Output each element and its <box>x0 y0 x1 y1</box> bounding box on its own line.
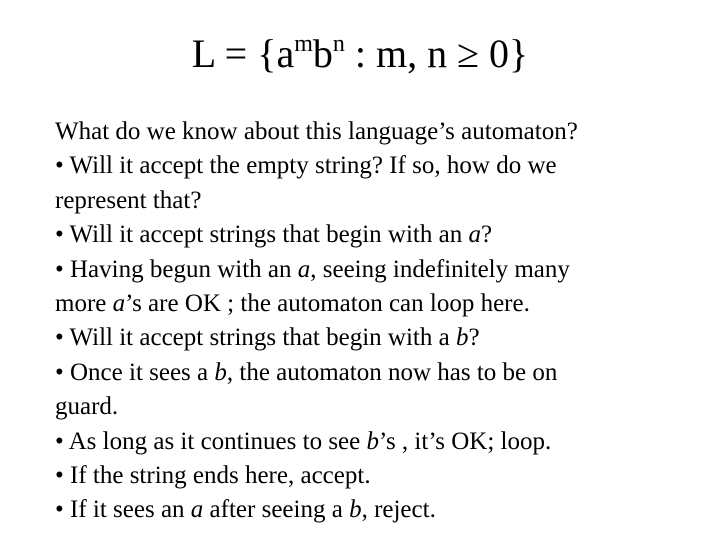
text-run: guard. <box>55 393 119 421</box>
text-run: ? <box>468 324 480 352</box>
text-run: , reject. <box>361 496 436 524</box>
italic-symbol: b <box>214 358 227 386</box>
body-line <box>55 425 685 459</box>
body-line <box>55 459 685 493</box>
text-run: • Once it sees a <box>55 358 215 386</box>
text-run: more <box>55 290 113 318</box>
body-line <box>55 184 685 218</box>
body-line <box>55 287 685 321</box>
text-run: ’s , it’s OK; loop. <box>379 427 552 455</box>
text-run: after seeing a <box>203 496 350 524</box>
text-run: ? <box>480 221 493 249</box>
text-run: represent that? <box>55 186 202 214</box>
title-superscript-n: n <box>332 30 345 57</box>
text-run: • If the string ends here, accept. <box>55 462 371 490</box>
slide-body <box>55 115 685 528</box>
italic-symbol: a <box>468 221 481 249</box>
text-run: • Will it accept strings that begin with an <box>55 221 469 249</box>
italic-symbol: a <box>112 290 126 318</box>
italic-symbol: a <box>190 496 204 524</box>
text-run: , seeing indefinitely many <box>310 255 570 283</box>
body-line <box>55 321 685 355</box>
text-run: • If it sees an <box>55 496 191 524</box>
body-line <box>55 253 685 287</box>
italic-symbol: b <box>349 496 362 524</box>
text-run: ’s are OK ; the automaton can loop here. <box>125 290 530 318</box>
text-run: • Will it accept the empty string? If so, how do we <box>55 152 557 180</box>
text-run: • Will it accept strings that begin with a <box>55 324 456 352</box>
italic-symbol: b <box>455 324 469 352</box>
italic-symbol: a <box>297 255 311 283</box>
text-run: What do we know about this language’s automaton? <box>55 118 578 145</box>
slide-title <box>0 28 720 80</box>
body-line <box>55 493 685 527</box>
title-superscript-m: m <box>294 30 313 57</box>
text-run: , the automaton now has to be on <box>226 358 558 386</box>
body-line <box>55 149 685 183</box>
body-line <box>55 356 685 390</box>
body-line <box>55 218 685 252</box>
title-prefix: L = {a <box>191 31 295 76</box>
title-suffix: : m, n ≥ 0} <box>344 31 529 76</box>
body-line <box>55 115 685 149</box>
body-line <box>55 390 685 424</box>
italic-symbol: b <box>366 427 379 455</box>
text-run: • As long as it continues to see <box>55 427 367 455</box>
title-mid: b <box>312 31 333 76</box>
text-run: • Having begun with an <box>55 255 298 283</box>
